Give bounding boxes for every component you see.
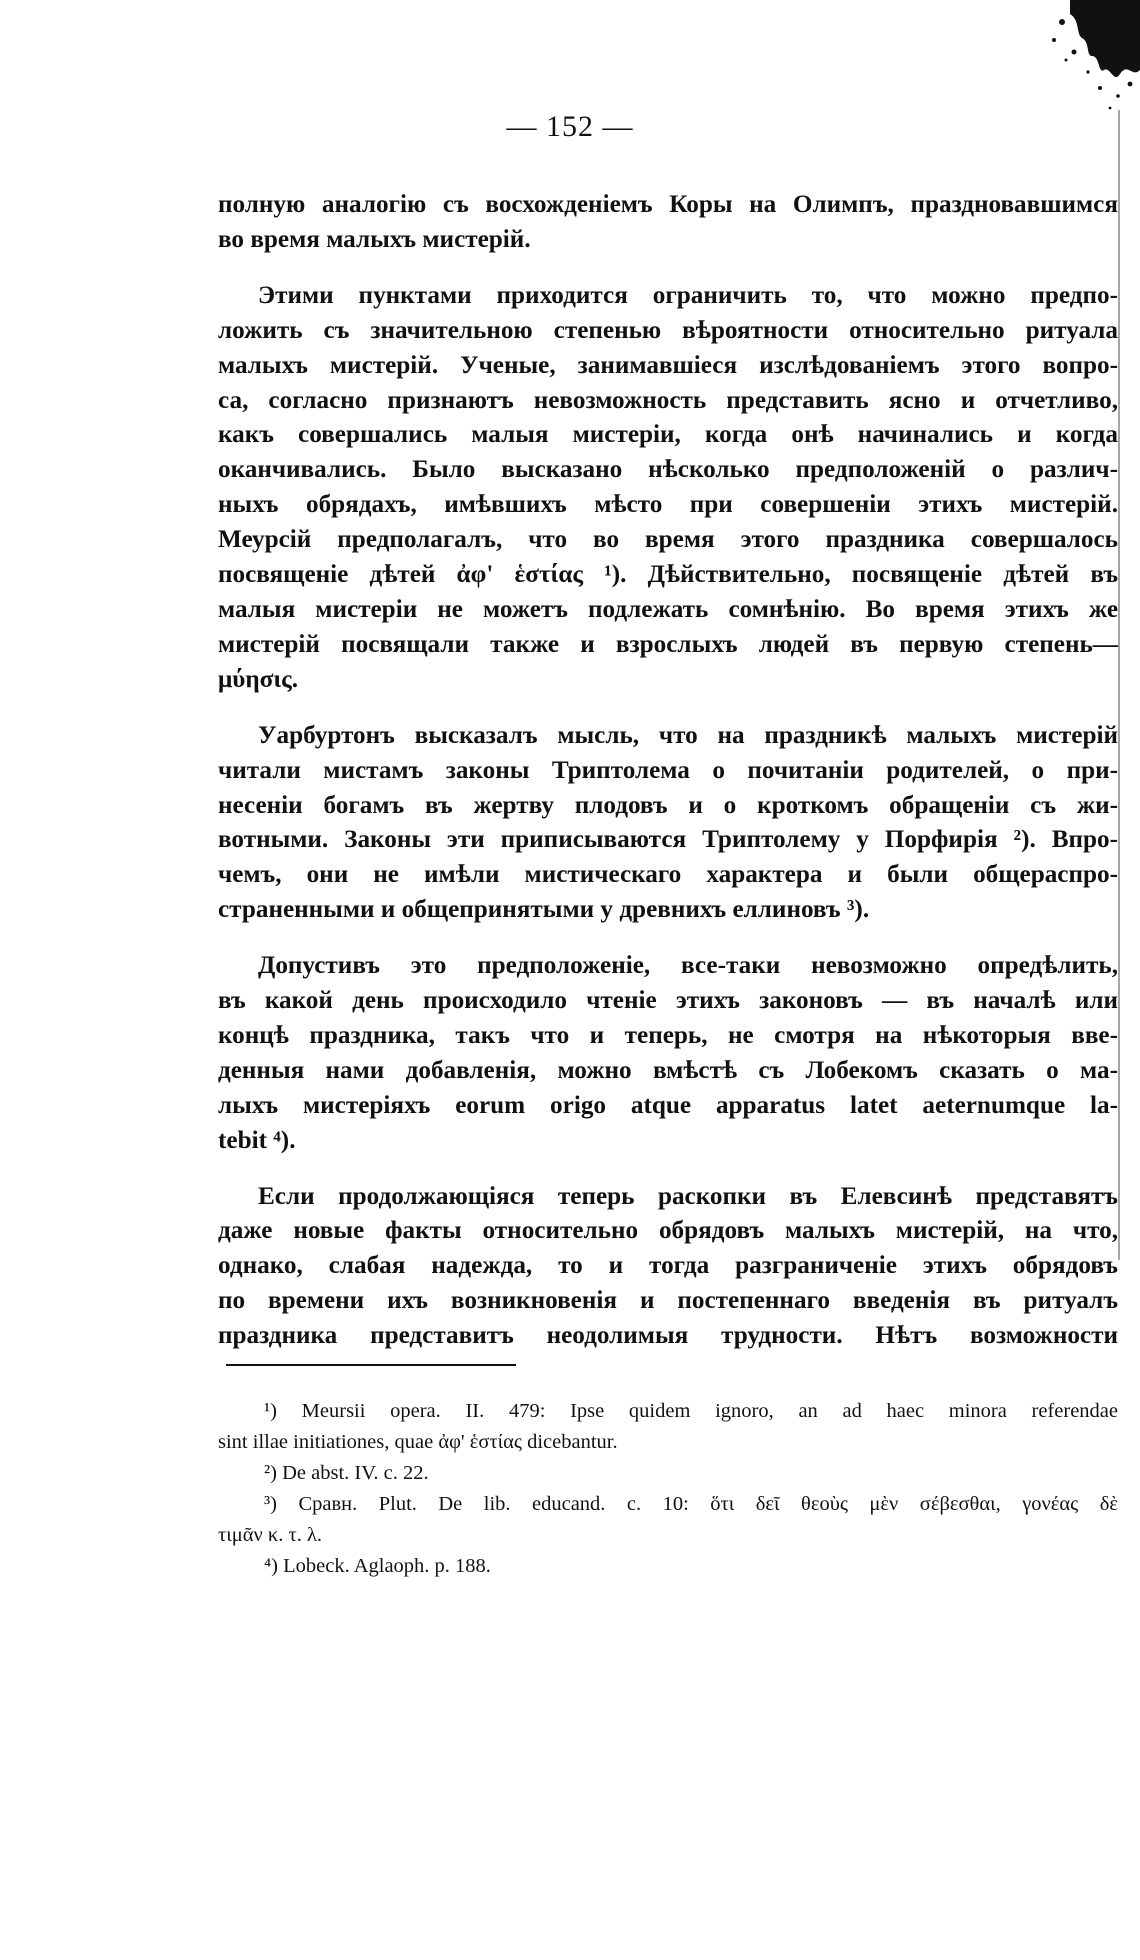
text-line: полную аналогію съ восхожденіемъ Коры на Олимпъ, праздновавшимся [218,191,1118,218]
text-line: посвященіе дѣтей ἀφ' ἑστίας ¹). Дѣйствительно, посвященіе дѣтей въ [218,561,1118,589]
paragraph [218,949,1118,1158]
text-line: праздника представитъ неодолимыя трудности. Нѣтъ возможности [218,1322,1118,1350]
paragraph [218,279,1118,698]
ink-blot-mark [1040,0,1140,120]
text-line: Допустивъ это предположеніе, все-таки невозможно опредѣлить, [258,952,1118,980]
text-line: читали мистамъ законы Триптолема о почитаніи родителей, о при- [218,756,1118,784]
page-edge-shadow [1118,110,1120,1260]
main-text [218,188,1118,1375]
footnote-line: ²) De abst. IV. c. 22. [264,1462,429,1484]
text-line: страненными и общепринятыми у древнихъ еллиновъ ³). [218,896,870,924]
text-line: вотными. Законы эти приписываются Триптолему у Порфирія ²). Впро- [218,826,1118,854]
text-line: Меурсій предполагалъ, что во время этого праздника совершалось [218,526,1118,554]
text-line: въ какой день происходило чтеніе этихъ законовъ — въ началѣ или [218,987,1118,1015]
text-line: мистерій посвящали также и взрослыхъ людей въ первую степень— [218,630,1118,658]
text-line: по времени ихъ возникновенія и постепеннаго введенія въ ритуалъ [218,1287,1118,1315]
footnote-divider [226,1364,516,1366]
paragraph [218,719,1118,928]
text-line: несеніи богамъ въ жертву плодовъ и о кроткомъ обращеніи съ жи- [218,791,1118,819]
page-number: — 152 — [506,110,634,143]
text-line: малыхъ мистерій. Ученые, занимавшіеся изслѣдованіемъ этого вопро- [218,351,1118,379]
footnote-line: sint illae initiationes, quae ἀφ' ἑστίας dicebantur. [218,1431,618,1453]
text-line: даже новые факты относительно обрядовъ малыхъ мистерій, на что, [218,1217,1118,1245]
text-line: лыхъ мистеріяхъ eorum origo atque apparatus latet aeternumque la- [218,1091,1118,1119]
footnote-line: ³) Сравн. Plut. De lib. educand. c. 10: ὅτι δεῖ θεοὺς μὲν σέβεσθαι, γονέας δὲ [264,1493,1118,1515]
text-line: оканчивались. Было высказано нѣсколько предположеній о различ- [218,456,1118,484]
text-line: са, согласно признаютъ невозможность представить ясно и отчетливо, [218,386,1118,414]
footnote-line: ¹) Meursii opera. II. 479: Ipse quidem ignoro, an ad haec minora referendae [264,1400,1118,1422]
text-line: чемъ, они не имѣли мистическаго характера и были общераспро- [218,861,1118,889]
footnotes [218,1396,1118,1582]
text-line: Если продолжающіяся теперь раскопки въ Елевсинѣ представятъ [258,1182,1118,1210]
paragraph [218,1180,1118,1355]
text-line: во время малыхъ мистерій. [218,225,531,253]
paragraph [218,188,1118,258]
text-line: ныхъ обрядахъ, имѣвшихъ мѣсто при совершеніи этихъ мистерій. [218,491,1118,519]
text-line: Уарбуртонъ высказалъ мысль, что на праздникѣ малыхъ мистерій [258,721,1118,749]
text-line: ложить съ значительною степенью вѣроятности относительно ритуала [218,316,1118,344]
text-line: денныя нами добавленія, можно вмѣстѣ съ Лобекомъ сказать о ма- [218,1056,1118,1084]
text-line: концѣ праздника, такъ что и теперь, не смотря на нѣкоторыя вве- [218,1021,1118,1049]
footnote-line: ⁴) Lobeck. Aglaoph. p. 188. [264,1555,491,1577]
text-line: Этими пунктами приходится ограничить то, что можно предпо- [258,281,1118,309]
text-line: μύησις. [218,665,299,693]
text-line: однако, слабая надежда, то и тогда разграниченіе этихъ обрядовъ [218,1252,1118,1280]
footnote-line: τιμᾶν κ. τ. λ. [218,1524,323,1546]
text-line: tebit ⁴). [218,1126,296,1154]
text-line: какъ совершались малыя мистеріи, когда онѣ начинались и когда [218,421,1118,449]
ink-blot-icon [1040,0,1140,120]
text-line: малыя мистеріи не можетъ подлежать сомнѣнію. Во время этихъ же [218,595,1118,623]
